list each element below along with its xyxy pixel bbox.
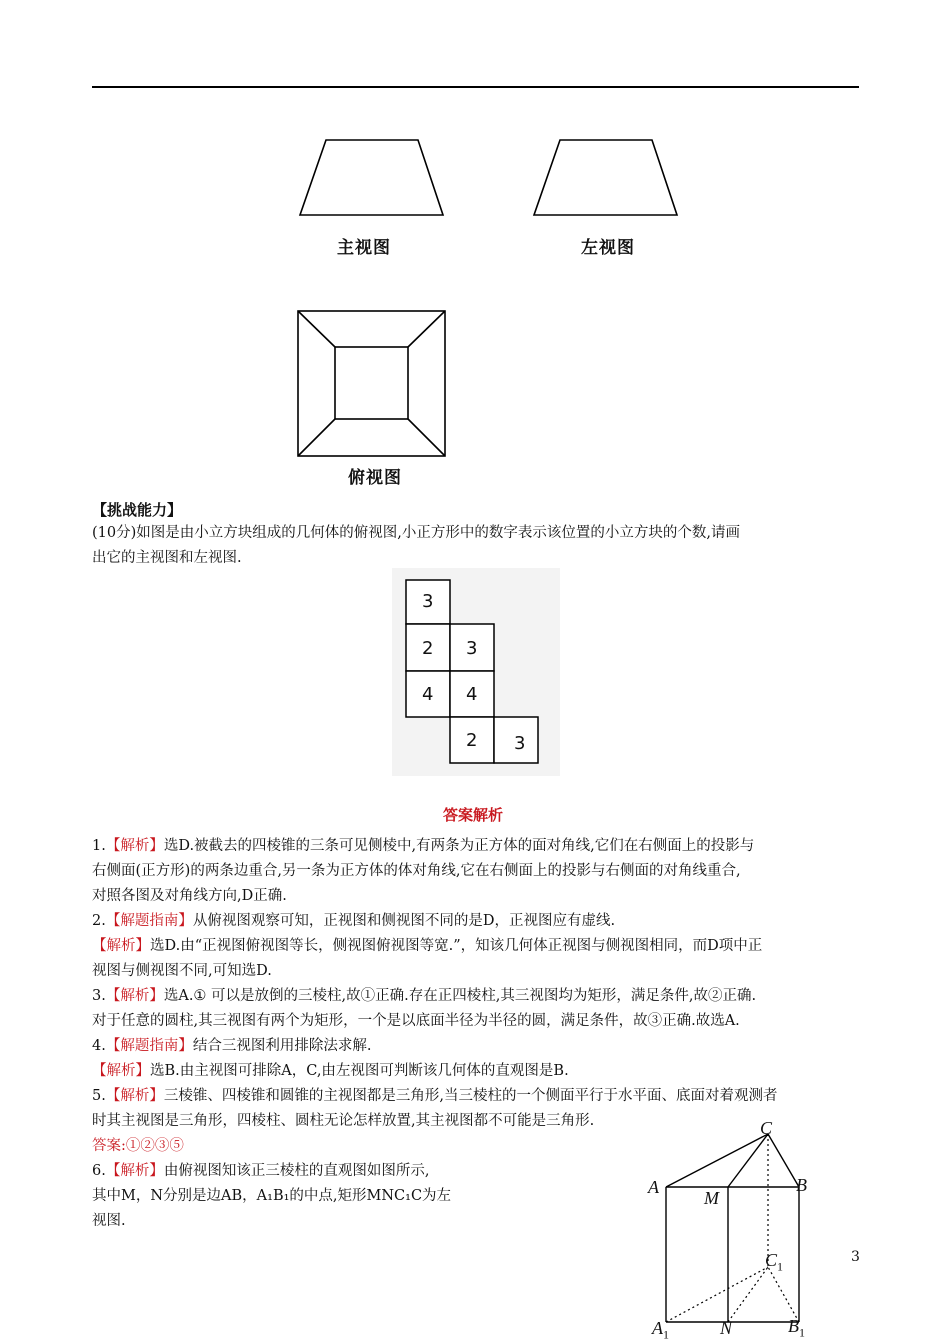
front-view-trapezoid (290, 130, 460, 225)
label-M: M (704, 1188, 719, 1208)
answer-item-3: 3.【解析】选A.① 可以是放倒的三棱柱,故①正确.存在正四棱柱,其三视图均为矩形，满足条件,故②正确. 对于任意的圆柱,其三视图有两个为矩形，一个是以底面半径为半径的圆，满足条件，故③正确.故选A. (92, 988, 757, 1029)
grid-cell: 2 (422, 638, 434, 659)
answer-item-4-guide: 4.【解题指南】结合三视图利用排除法求解. (92, 1038, 372, 1054)
front-view-label: 主视图 (337, 238, 391, 258)
grid-cell: 3 (466, 638, 478, 659)
answer-item-4-analysis: 【解析】选B.由主视图可排除A，C,由左视图可判断该几何体的直观图是B. (92, 1063, 569, 1079)
label-B1: $B_1$ (788, 1316, 805, 1340)
triangular-prism-figure (630, 1112, 830, 1344)
answers-title: 答案解析 (443, 806, 504, 824)
top-view-frustum (292, 305, 452, 460)
challenge-problem-line1: (10分)如图是由小立方块组成的几何体的俯视图,小正方形中的数字表示该位置的小立方块的个数,请画 (92, 525, 740, 541)
label-A1: $A_1$ (652, 1318, 669, 1342)
left-view-trapezoid (525, 130, 695, 225)
answer-item-2-analysis: 【解析】选D.由“正视图俯视图等长，侧视图俯视图等宽.”，知该几何体正视图与侧视图相同，而D项中正 视图与侧视图不同,可知选D. (92, 938, 763, 979)
answer-item-1: 1.【解析】选D.被截去的四棱锥的三条可见侧棱中,有两条为正方体的面对角线,它们在右侧面上的投影与 右侧面(正方形)的两条边重合,另一条为正方体的体对角线,它在右侧面上的投影与右侧面的对角线重合, 对照各图及对角线方向,D正确. (92, 838, 755, 904)
label-B: B (796, 1175, 807, 1195)
challenge-heading: 【挑战能力】 (92, 501, 183, 519)
challenge-problem-line2: 出它的主视图和左视图. (92, 550, 242, 566)
answer-item-5: 5.【解析】三棱锥、四棱锥和圆锥的主视图都是三角形,当三棱柱的一个侧面平行于水平面、底面对着观测者 时其主视图是三角形，四棱柱、圆柱无论怎样放置,其主视图都不可能是三角形. (92, 1088, 778, 1129)
answer-item-2-guide: 2.【解题指南】从俯视图观察可知，正视图和侧视图不同的是D，正视图应有虚线. (92, 913, 616, 929)
answer-item-5-answer: 答案:①②③⑤ (92, 1138, 184, 1154)
answer-item-6: 6.【解析】由俯视图知该正三棱柱的直观图如图所示, 其中M，N分别是边AB，A₁B₁的中点,矩形MNC₁C为左 视图. (92, 1163, 452, 1229)
label-N: N (720, 1318, 733, 1338)
header-rule (92, 86, 859, 88)
label-C: C (760, 1118, 773, 1138)
top-view-label: 俯视图 (348, 468, 402, 488)
label-A: A (648, 1177, 659, 1197)
grid-cell: 3 (514, 733, 526, 754)
grid-cell: 4 (422, 684, 434, 705)
grid-cell: 2 (466, 730, 478, 751)
grid-cell: 4 (466, 684, 478, 705)
label-C1: $C_1$ (765, 1250, 784, 1274)
grid-cell: 3 (422, 591, 434, 612)
page-number: 3 (851, 1249, 860, 1265)
left-view-label: 左视图 (581, 238, 635, 258)
